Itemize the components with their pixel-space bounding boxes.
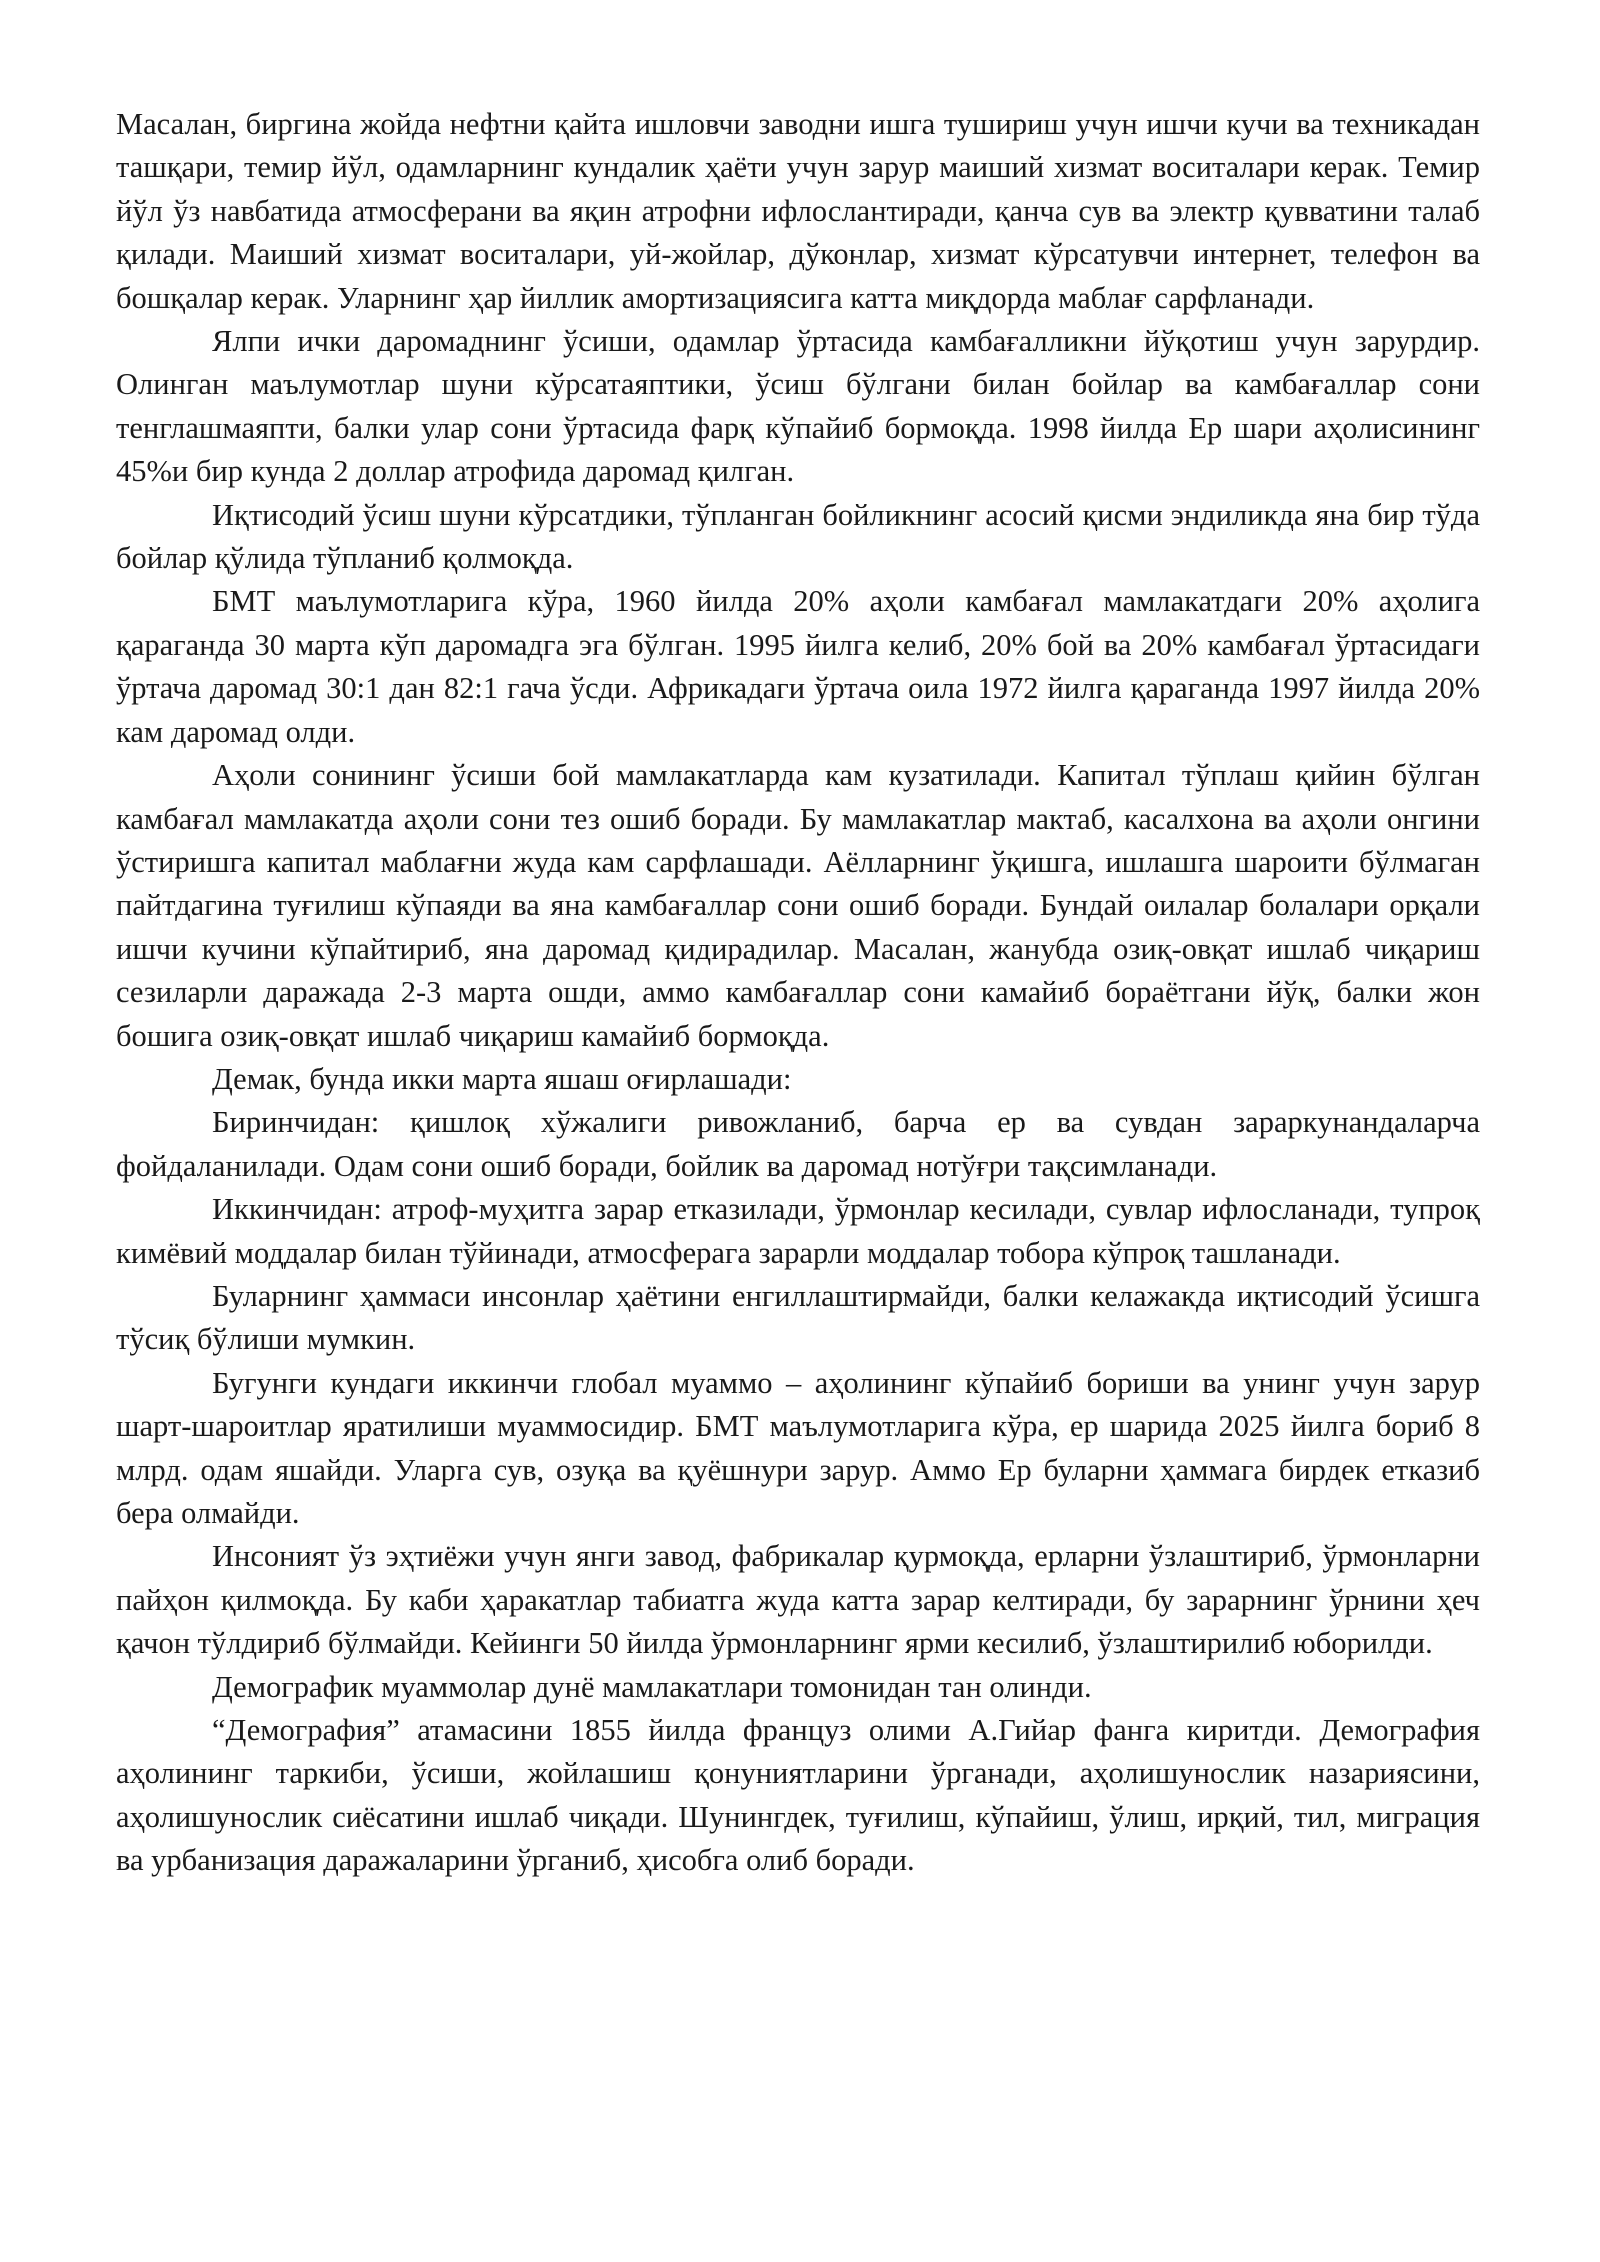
paragraph-6: Демак, бунда икки марта яшаш оғирлашади:	[212, 1061, 792, 1096]
paragraph-3: Иқтисодий ўсиш шуни кўрсатдики, тўпланган бойликнинг асосий қисми эндиликда яна бир тўда бойлар қўлида тўпланиб қолмоқда.	[116, 497, 1480, 576]
paragraph-8: Иккинчидан: атроф-муҳитга зарар етказилади, ўрмонлар кесилади, сувлар ифлосланади, тупроқ кимёвий моддалар билан тўйинади, атмосферага зарарли моддалар тобора кўпроқ ташланади.	[116, 1192, 1480, 1270]
paragraph-5: Аҳоли сонининг ўсиши бой мамлакатларда кам кузатилади. Капитал тўплаш қийин бўлган камбағал мамлакатда аҳоли сони тез ошиб боради. Бу мамлакатлар мактаб, касалхона ва аҳоли онгини ўстиришга капитал маблағни жуда кам сарфлашади. Аёлларнинг ўқишга, ишлашга шароити бўлмаган пайтдагина туғилиш кўпаяди ва яна камбағаллар сони ошиб боради. Бундай оилалар болалари орқали ишчи кучини кўпайтириб, яна даромад қидирадилар. Масалан, жанубда озиқ-овқат ишлаб чиқариш сезиларли даражада 2-3 марта ошди, аммо камбағаллар сони камайиб бораётгани йўқ, балки жон бошига озиқ-овқат ишлаб чиқариш камайиб бормоқда.	[116, 758, 1480, 1053]
paragraph-2: Ялпи ички даромаднинг ўсиши, одамлар ўртасида камбағалликни йўқотиш учун зарурдир. Олинган маълумотлар шуни кўрсатаяптики, ўсиш бўлгани билан бойлар ва камбағаллар сони тенглашмаяпти, балки улар сони ўртасида фарқ кўпайиб бормоқда. 1998 йилда Ер шари аҳолисининг 45%и бир кунда 2 доллар атрофида даромад қилган.	[116, 324, 1480, 489]
body-text	[116, 103, 1480, 1883]
paragraph-12: Демографик муаммолар дунё мамлакатлари томонидан тан олинди.	[212, 1669, 1092, 1704]
paragraph-11: Инсоният ўз эҳтиёжи учун янги завод, фабрикалар қурмоқда, ерларни ўзлаштириб, ўрмонларни пайҳон қилмоқда. Бу каби ҳаракатлар табиатга жуда катта зарар келтиради, бу зарарнинг ўрнини ҳеч қачон тўлдириб бўлмайди. Кейинги 50 йилда ўрмонларнинг ярми кесилиб, ўзлаштирилиб юборилди.	[116, 1539, 1480, 1661]
paragraph-1: Масалан, биргина жойда нефтни қайта ишловчи заводни ишга тушириш учун ишчи кучи ва техникадан ташқари, темир йўл, одамларнинг кундалик ҳаёти учун зарур маиший хизмат воситалари керак. Темир йўл ўз навбатида атмосферани ва яқин атрофни ифлослантиради, қанча сув ва электр қувватини талаб қилади. Маиший хизмат воситалари, уй-жойлар, дўконлар, хизмат кўрсатувчи интернет, телефон ва бошқалар керак. Уларнинг ҳар йиллик амортизациясига катта миқдорда маблағ сарфланади.	[116, 107, 1480, 315]
paragraph-4: БМТ маълумотларига кўра, 1960 йилда 20% аҳоли камбағал мамлакатдаги 20% аҳолига қараганда 30 марта кўп даромадга эга бўлган. 1995 йилга келиб, 20% бой ва 20% камбағал ўртасидаги ўртача даромад 30:1 дан 82:1 гача ўсди. Африкадаги ўртача оила 1972 йилга қараганда 1997 йилда 20% кам даромад олди.	[116, 584, 1480, 749]
paragraph-9: Буларнинг ҳаммаси инсонлар ҳаётини енгиллаштирмайди, балки келажакда иқтисодий ўсишга тўсиқ бўлиши мумкин.	[116, 1278, 1480, 1357]
paragraph-13: “Демография” атамасини 1855 йилда француз олими А.Гийар фанга киритди. Демография аҳолининг таркиби, ўсиши, жойлашиш қонуниятларини ўрганади, аҳолишунослик назариясини, аҳолишунослик сиёсатини ишлаб чиқади. Шунингдек, туғилиш, кўпайиш, ўлиш, ирқий, тил, миграция ва урбанизация даражаларини ўрганиб, ҳисобга олиб боради.	[116, 1713, 1480, 1878]
paragraph-7: Биринчидан: қишлоқ хўжалиги ривожланиб, барча ер ва сувдан зараркунандаларча фойдаланилади. Одам сони ошиб боради, бойлик ва даромад нотўғри тақсимланади.	[116, 1105, 1480, 1183]
paragraph-10: Бугунги кундаги иккинчи глобал муаммо – аҳолининг кўпайиб бориши ва унинг учун зарур шарт-шароитлар яратилиши муаммосидир. БМТ маълумотларига кўра, ер шарида 2025 йилга бориб 8 млрд. одам яшайди. Уларга сув, озуқа ва қуёшнури зарур. Аммо Ер буларни ҳаммага бирдек етказиб бера олмайди.	[116, 1365, 1480, 1530]
